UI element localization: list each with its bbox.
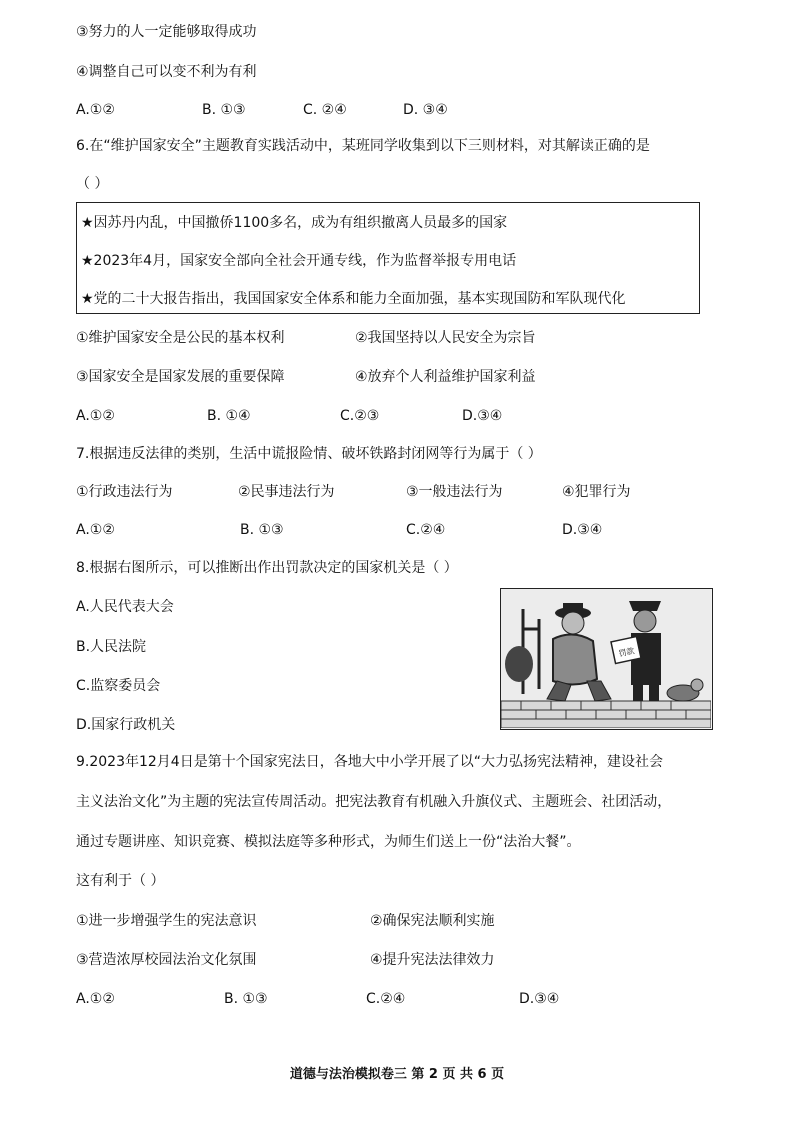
cartoon-fine-sign: 罚款 — [617, 646, 636, 659]
q9-option-b: B. ①③ — [224, 991, 268, 1007]
q6-stem: 6.在“维护国家安全”主题教育实践活动中，某班同学收集到以下三则材料，对其解读正确的是 — [76, 138, 650, 154]
q5-option-d: D. ③④ — [403, 102, 448, 118]
page-footer: 道德与法治模拟卷三 第 2 页 共 6 页 — [289, 1067, 505, 1082]
q6-option-b: B. ①④ — [207, 408, 251, 424]
q6-materials-box — [76, 202, 700, 314]
q7-stem: 7.根据违反法律的类别，生活中谎报险情、破坏铁路封闭网等行为属于（ ） — [76, 446, 542, 462]
q6-option-c: C.②③ — [340, 408, 380, 424]
q9-item-4: ④提升宪法法律效力 — [370, 952, 495, 968]
q7-item-1: ①行政违法行为 — [76, 484, 173, 500]
q8-option-d: D.国家行政机关 — [76, 717, 176, 733]
q9-stem-line-3: 通过专题讲座、知识竞赛、模拟法庭等多种形式，为师生们送上一份“法治大餐”。 — [76, 834, 581, 850]
q7-option-d: D.③④ — [562, 522, 603, 538]
q7-option-c: C.②④ — [406, 522, 446, 538]
q8-option-c: C.监察委员会 — [76, 678, 161, 694]
q8-stem: 8.根据右图所示，可以推断出作出罚款决定的国家机关是（ ） — [76, 560, 458, 576]
q8-cartoon-image — [500, 588, 713, 730]
q9-option-c: C.②④ — [366, 991, 406, 1007]
q7-item-3: ③一般违法行为 — [406, 484, 503, 500]
q5-item-4: ④调整自己可以变不利为有利 — [76, 64, 257, 80]
q7-option-a: A.①② — [76, 522, 115, 538]
q5-option-b: B. ①③ — [202, 102, 246, 118]
q6-item-2: ②我国坚持以人民安全为宗旨 — [355, 330, 536, 346]
q9-stem-line-4: 这有利于（ ） — [76, 873, 165, 889]
q9-item-2: ②确保宪法顺利实施 — [370, 913, 495, 929]
q5-item-3: ③努力的人一定能够取得成功 — [76, 24, 257, 40]
q6-material-1: ★因苏丹内乱，中国撤侨1100多名，成为有组织撤离人员最多的国家 — [81, 215, 508, 231]
q9-stem-line-2: 主义法治文化”为主题的宪法宣传周活动。把宪法教育有机融入升旗仪式、主题班会、社团活动， — [76, 794, 672, 810]
q9-stem-line-1: 9.2023年12月4日是第十个国家宪法日，各地大中小学开展了以“大力弘扬宪法精神，建设社会 — [76, 754, 663, 770]
q6-answer-blank: （ ） — [76, 176, 109, 192]
q9-item-3: ③营造浓厚校园法治文化氛围 — [76, 952, 257, 968]
q5-option-c: C. ②④ — [303, 102, 347, 118]
q7-option-b: B. ①③ — [240, 522, 284, 538]
q8-option-a: A.人民代表大会 — [76, 599, 174, 615]
q7-item-4: ④犯罪行为 — [562, 484, 631, 500]
q6-material-3: ★党的二十大报告指出，我国国家安全体系和能力全面加强，基本实现国防和军队现代化 — [81, 291, 626, 307]
q6-option-d: D.③④ — [462, 408, 503, 424]
cartoon-illustration — [501, 589, 711, 728]
q7-item-2: ②民事违法行为 — [238, 484, 335, 500]
q6-item-4: ④放弃个人利益维护国家利益 — [355, 369, 536, 385]
q6-material-2: ★2023年4月，国家安全部向全社会开通专线，作为监督举报专用电话 — [81, 253, 517, 269]
q6-item-1: ①维护国家安全是公民的基本权利 — [76, 330, 285, 346]
q9-option-d: D.③④ — [519, 991, 560, 1007]
q8-option-b: B.人民法院 — [76, 639, 147, 655]
q5-option-a: A.①② — [76, 102, 115, 118]
q6-item-3: ③国家安全是国家发展的重要保障 — [76, 369, 285, 385]
q9-item-1: ①进一步增强学生的宪法意识 — [76, 913, 257, 929]
q9-option-a: A.①② — [76, 991, 115, 1007]
q6-option-a: A.①② — [76, 408, 115, 424]
